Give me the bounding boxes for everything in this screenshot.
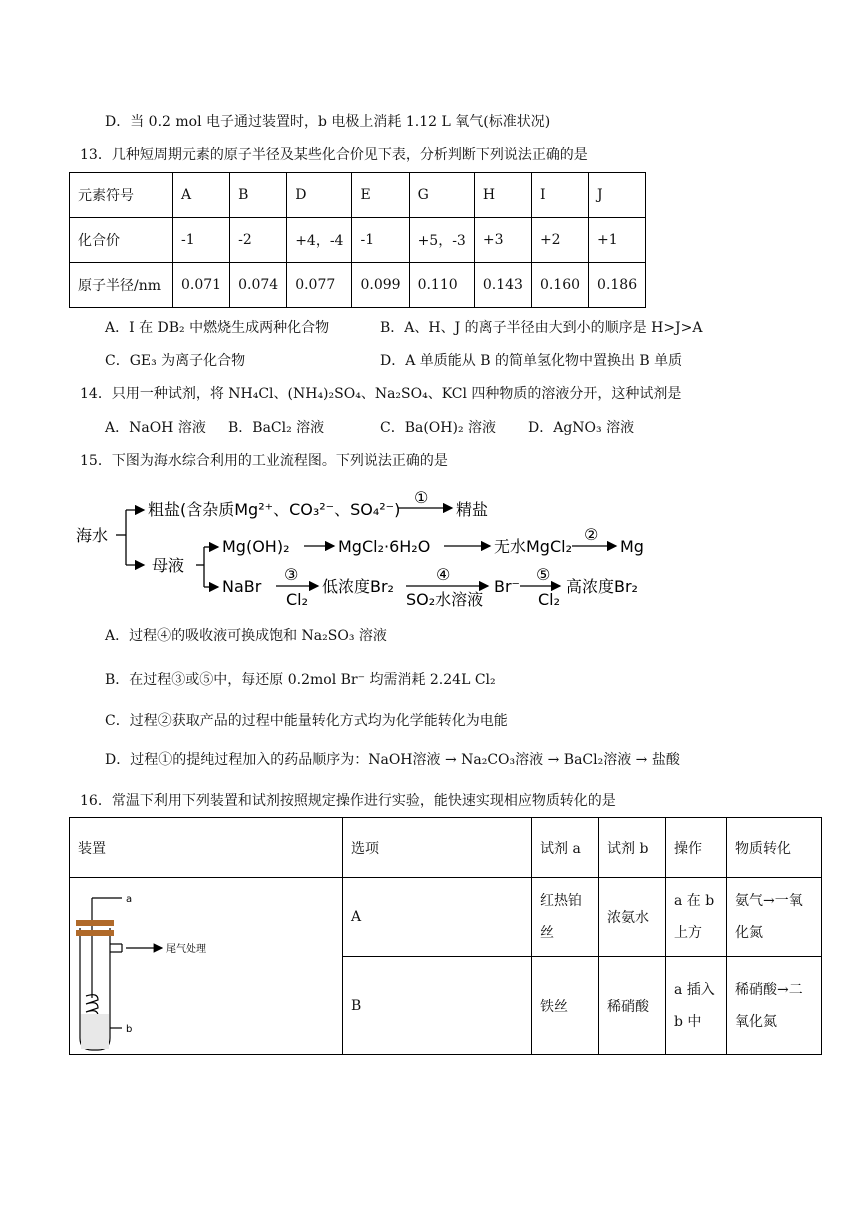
table-header: 试剂 a <box>532 818 599 878</box>
label-b: b <box>126 1024 133 1035</box>
table-cell: 0.110 <box>409 263 474 308</box>
flow-step-4: ④ <box>436 565 451 584</box>
q13-option-d: D．A 单质能从 B 的简单氢化物中置换出 B 单质 <box>380 353 683 369</box>
table-cell: -2 <box>230 218 287 263</box>
flow-nabr: NaBr <box>222 577 262 596</box>
label-tail-gas: 尾气处理 <box>166 944 206 955</box>
table-cell: -1 <box>352 218 409 263</box>
table-cell: 化合价 <box>70 218 173 263</box>
flow-step-5: ⑤ <box>536 565 551 584</box>
table-cell: 原子半径/nm <box>70 263 173 308</box>
q15-flow-diagram <box>76 480 676 610</box>
table-cell: 元素符号 <box>70 173 173 218</box>
table-cell: A <box>343 878 532 957</box>
flow-br-ion: Br⁻ <box>494 577 520 596</box>
q15-option-c: C．过程②获取产品的过程中能量转化方式均为化学能转化为电能 <box>105 713 508 729</box>
table-cell: a 插入 b 中 <box>666 957 727 1055</box>
table-cell: 铁丝 <box>532 957 599 1055</box>
table-cell: 0.143 <box>474 263 531 308</box>
table-cell: 0.186 <box>589 263 646 308</box>
flow-anhydrous-mgcl2: 无水MgCl₂ <box>494 537 572 556</box>
q14-option-c: C．Ba(OH)₂ 溶液 <box>380 420 497 436</box>
table-cell: 氨气→一氧化氮 <box>727 878 822 957</box>
table-cell: 0.077 <box>287 263 352 308</box>
table-row <box>70 173 646 218</box>
q15-option-d: D．过程①的提纯过程加入的药品顺序为：NaOH溶液 → Na₂CO₃溶液 → BaCl₂溶液 → 盐酸 <box>105 752 680 768</box>
q15-option-b: B．在过程③或⑤中，每还原 0.2mol Br⁻ 均需消耗 2.24L Cl₂ <box>105 672 496 688</box>
table-cell: +1 <box>589 218 646 263</box>
table-cell: I <box>531 173 588 218</box>
flow-cl2-b: Cl₂ <box>538 590 561 609</box>
q12-option-d: D．当 0.2 mol 电子通过装置时，b 电极上消耗 1.12 L 氧气(标准状况) <box>105 114 551 130</box>
flow-high-br2: 高浓度Br₂ <box>566 577 638 596</box>
table-header: 物质转化 <box>727 818 822 878</box>
table-cell: H <box>474 173 531 218</box>
table-cell: 0.160 <box>531 263 588 308</box>
q14-option-d: D．AgNO₃ 溶液 <box>528 420 635 436</box>
table-cell: +4，-4 <box>287 218 352 263</box>
q15-option-a: A．过程④的吸收液可换成饱和 Na₂SO₃ 溶液 <box>105 628 387 644</box>
table-cell: 0.074 <box>230 263 287 308</box>
flow-fine-salt: 精盐 <box>456 500 489 519</box>
table-header: 试剂 b <box>599 818 666 878</box>
table-cell: a 在 b 上方 <box>666 878 727 957</box>
apparatus-cell <box>70 878 343 1055</box>
table-cell: -1 <box>173 218 230 263</box>
table-cell: B <box>343 957 532 1055</box>
q13-option-a: A．I 在 DB₂ 中燃烧生成两种化合物 <box>105 320 330 336</box>
flow-step-3: ③ <box>284 565 299 584</box>
table-cell: D <box>287 173 352 218</box>
q14-option-a: A．NaOH 溶液 <box>105 420 206 436</box>
table-header: 操作 <box>666 818 727 878</box>
q16-stem: 16．常温下利用下列装置和试剂按照规定操作进行实验，能快速实现相应物质转化的是 <box>80 793 616 809</box>
q15-stem: 15．下图为海水综合利用的工业流程图。下列说法正确的是 <box>80 453 448 469</box>
table-row <box>70 818 822 878</box>
flow-mgoh2: Mg(OH)₂ <box>222 537 290 556</box>
q14-option-b: B．BaCl₂ 溶液 <box>228 420 325 436</box>
label-a: a <box>126 894 133 905</box>
flow-seawater: 海水 <box>76 526 109 545</box>
table-cell: +5，-3 <box>409 218 474 263</box>
q13-option-b: B．A、H、J 的离子半径由大到小的顺序是 H>J>A <box>380 320 703 336</box>
table-cell: +3 <box>474 218 531 263</box>
flow-step-1: ① <box>414 488 429 507</box>
flow-mg: Mg <box>620 537 644 556</box>
flow-low-br2: 低浓度Br₂ <box>322 577 394 596</box>
q13-option-c: C．GE₃ 为离子化合物 <box>105 353 246 369</box>
table-cell: 浓氨水 <box>599 878 666 957</box>
flow-mgcl2-hydrate: MgCl₂·6H₂O <box>338 537 431 556</box>
table-row <box>70 263 646 308</box>
flow-step-2: ② <box>584 525 599 544</box>
table-row <box>70 878 822 957</box>
table-cell: 稀硝酸 <box>599 957 666 1055</box>
q13-stem: 13．几种短周期元素的原子半径及某些化合价见下表，分析判断下列说法正确的是 <box>80 147 588 163</box>
flow-so2-solution: SO₂水溶液 <box>406 590 484 609</box>
flow-crude-salt: 粗盐(含杂质Mg²⁺、CO₃²⁻、SO₄²⁻) <box>148 500 401 519</box>
table-cell: 稀硝酸→二氧化氮 <box>727 957 822 1055</box>
table-cell: +2 <box>531 218 588 263</box>
test-tube-apparatus-image <box>70 878 342 1054</box>
q13-table <box>69 172 646 308</box>
table-cell: 红热铂丝 <box>532 878 599 957</box>
q14-stem: 14．只用一种试剂，将 NH₄Cl、(NH₄)₂SO₄、Na₂SO₄、KCl 四种物质的溶液分开，这种试剂是 <box>80 386 682 402</box>
table-cell: 0.099 <box>352 263 409 308</box>
table-cell: G <box>409 173 474 218</box>
flow-cl2-a: Cl₂ <box>286 590 309 609</box>
q16-table <box>69 817 822 1055</box>
table-cell: 0.071 <box>173 263 230 308</box>
table-row <box>70 218 646 263</box>
table-header: 选项 <box>343 818 532 878</box>
table-header: 装置 <box>70 818 343 878</box>
table-cell: A <box>173 173 230 218</box>
flow-mother-liquor: 母液 <box>152 556 185 575</box>
table-cell: E <box>352 173 409 218</box>
table-cell: J <box>589 173 646 218</box>
table-cell: B <box>230 173 287 218</box>
